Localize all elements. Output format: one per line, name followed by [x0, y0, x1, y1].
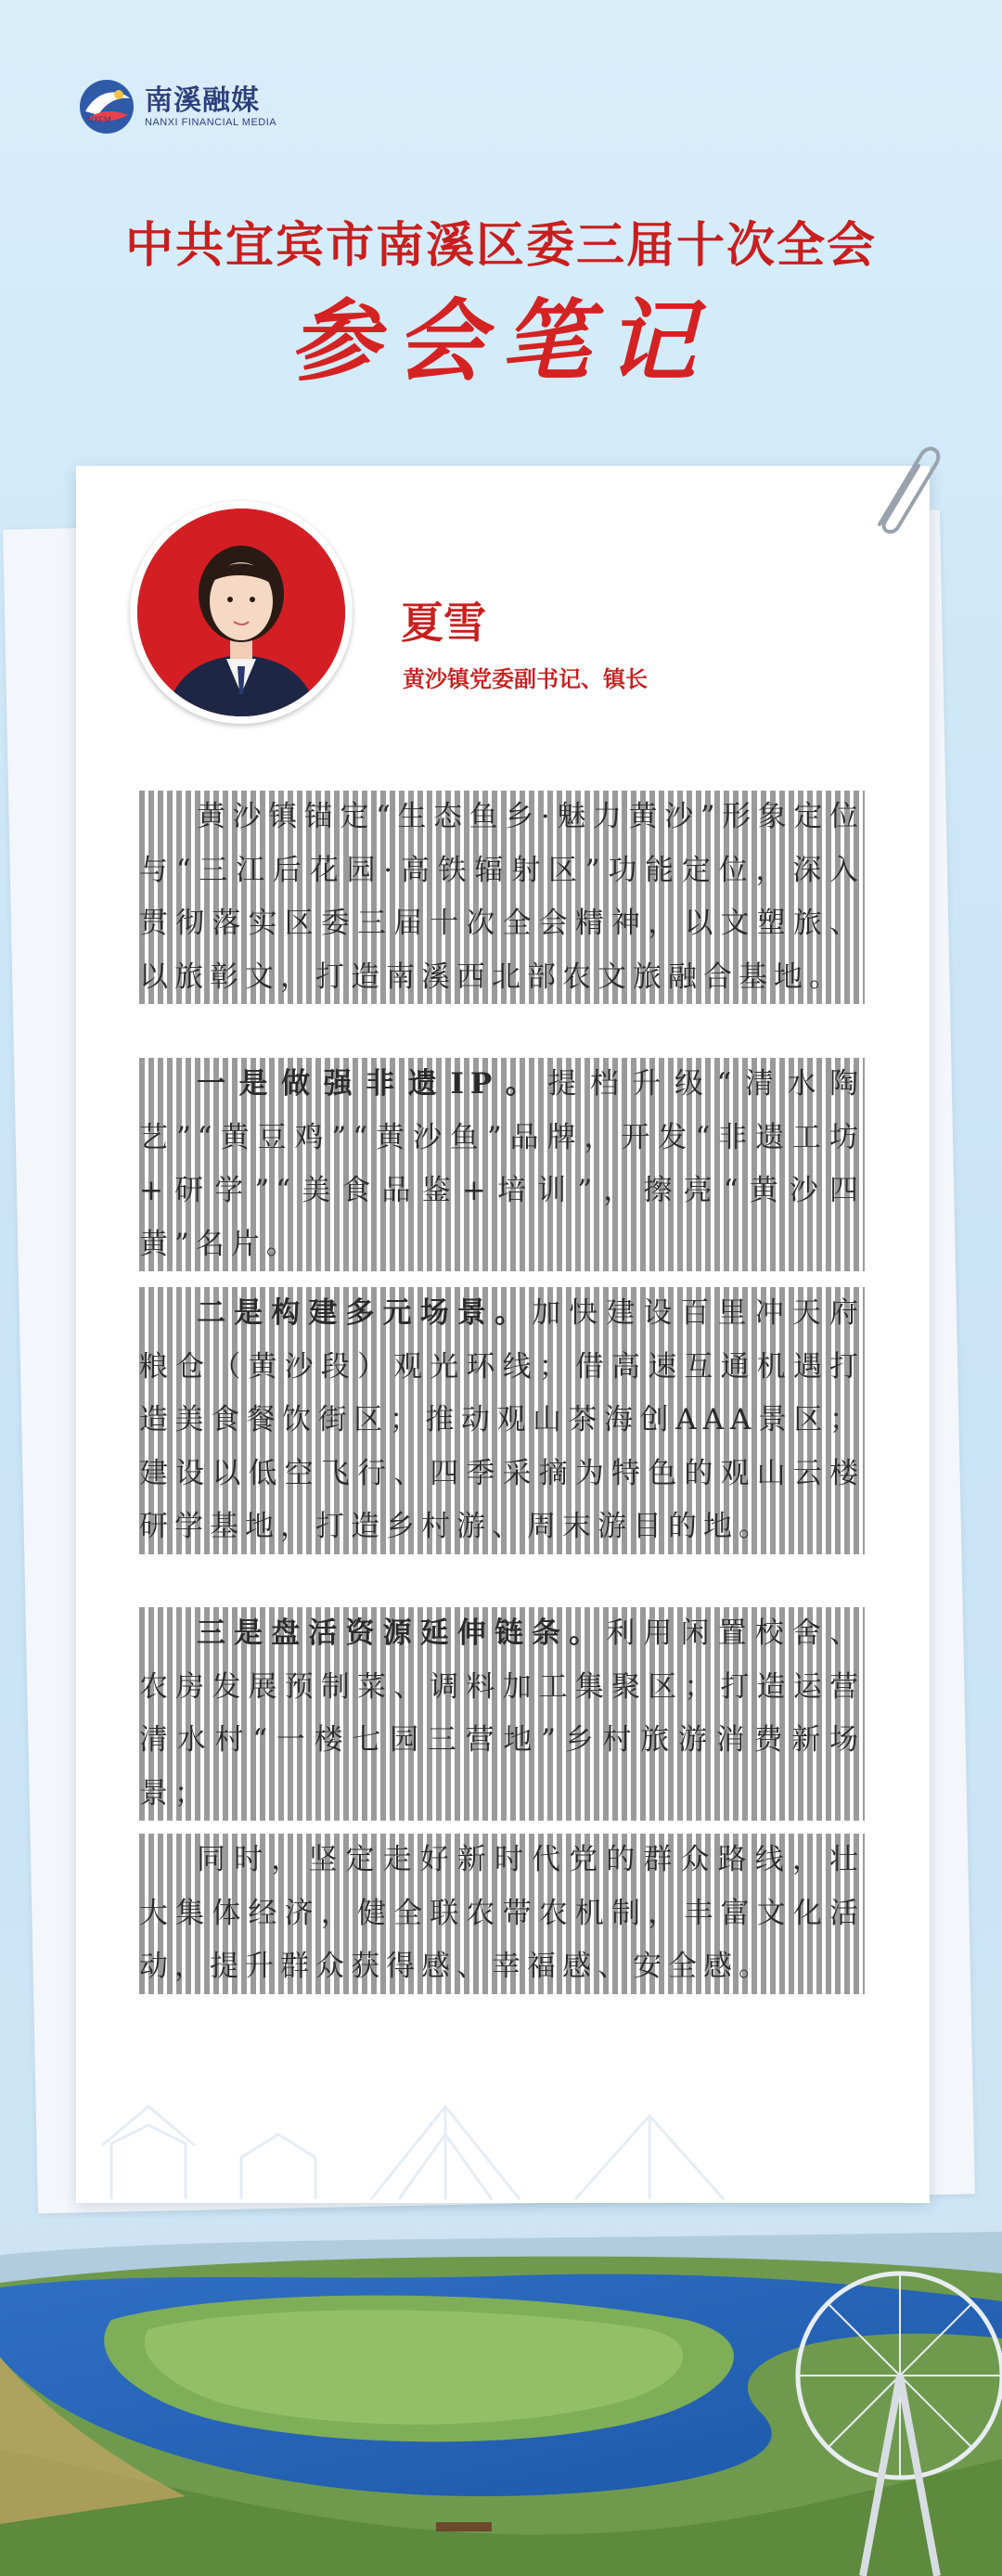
brand-name-cn: 南溪融媒 — [145, 84, 260, 117]
paragraph-lead: 二是构建多元场景。 — [197, 1296, 533, 1330]
paragraph-text: 同时，坚定走好新时代党的群众路线，壮大集体经济，健全联农带农机制，丰富文化活动，提升群众获得感、幸福感、安全感。 — [139, 1834, 865, 1994]
paragraph-text — [139, 1607, 865, 1821]
paragraph-body: 提档升级“清水陶艺”“黄豆鸡”“黄沙鱼”品牌，开发“非遗工坊+研学”“美食品鉴+培训”，擦亮“黄沙四黄”名片。 — [139, 1067, 865, 1261]
brand-name-en: NANXI FINANCIAL MEDIA — [145, 117, 277, 128]
article-paragraph-1 — [139, 791, 865, 1004]
article-paragraph-4 — [139, 1607, 865, 1821]
profile-name: 夏雪 — [401, 598, 486, 648]
portrait-photo — [130, 501, 353, 724]
paragraph-body: 加快建设百里冲天府粮仓（黄沙段）观光环线；借高速互通机遇打造美食餐饮街区；推动观山茶海创AAA景区；建设以低空飞行、四季采摘为特色的观山云楼研学基地，打造乡村游、周末游目的地。 — [139, 1296, 866, 1543]
paragraph-lead: 一是做强非遗IP。 — [197, 1067, 548, 1101]
page-title: 参会笔记 — [289, 289, 713, 393]
paragraph-text — [139, 1058, 865, 1271]
profile-role: 黄沙镇党委副书记、镇长 — [403, 665, 648, 692]
paragraph-body: 利用闲置校舍、农房发展预制菜、调料加工集聚区；打造运营清水村“一楼七园三营地”乡村旅游消费新场景； — [139, 1616, 866, 1810]
article-paragraph-2 — [139, 1058, 865, 1271]
page-subtitle: 中共宜宾市南溪区委三届十次全会 — [124, 217, 877, 274]
article-paragraph-5 — [139, 1834, 865, 1994]
brand-abbr: NXFM — [87, 115, 111, 124]
brand-logo-icon — [78, 78, 135, 135]
brand-logo — [78, 74, 319, 139]
paragraph-lead: 三是盘活资源延伸链条。 — [197, 1616, 607, 1650]
paragraph-text: 黄沙镇锚定“生态鱼乡·魅力黄沙”形象定位与“三江后花园·高铁辐射区”功能定位，深入贯彻落实区委三届十次全会精神，以文塑旅、以旅彰文，打造南溪西北部农文旅融合基地。 — [139, 791, 865, 1004]
article-paragraph-3 — [139, 1287, 865, 1554]
paragraph-text — [139, 1287, 865, 1554]
paperclip-icon — [852, 436, 944, 538]
landscape-illustration — [0, 2218, 1002, 2576]
skyline-watermark — [93, 2069, 742, 2209]
